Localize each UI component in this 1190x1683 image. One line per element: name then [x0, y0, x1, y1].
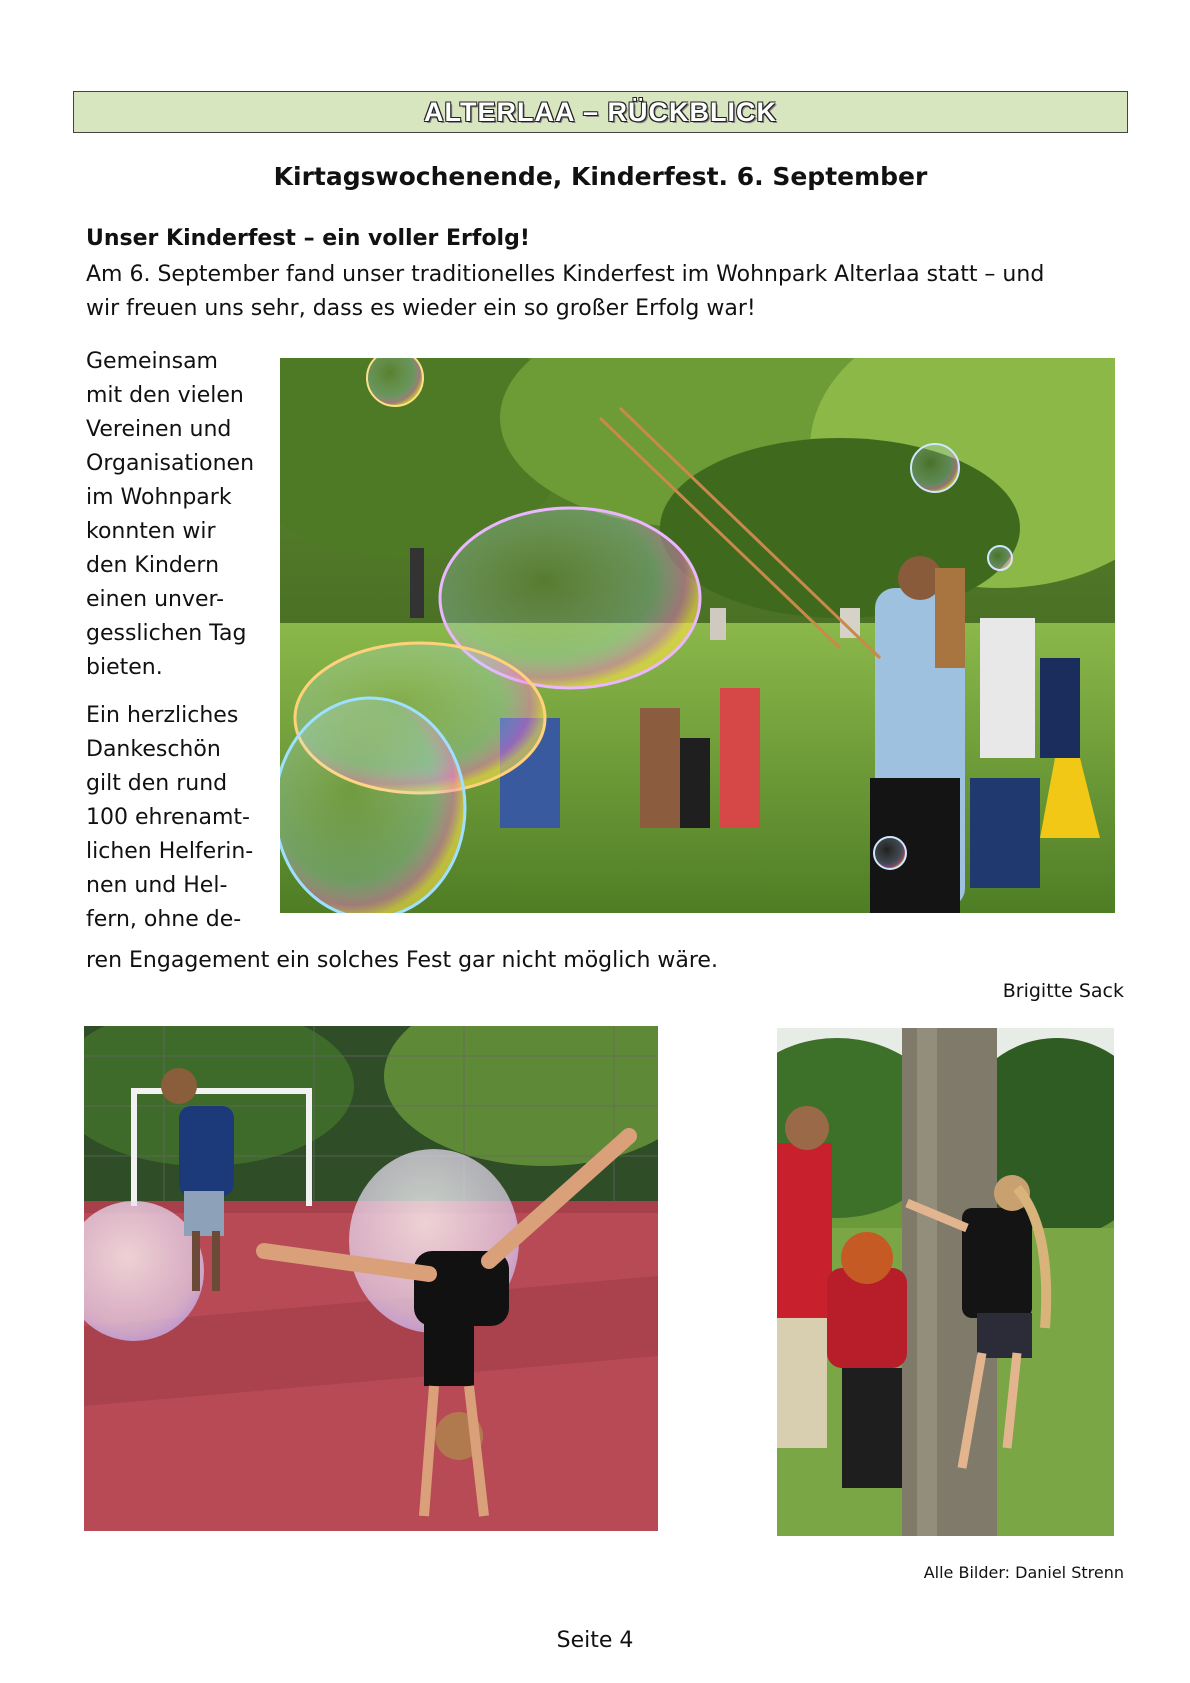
photo-cartwheel	[84, 1026, 658, 1531]
paragraph-1	[86, 345, 276, 685]
p2-line: lichen Helferin-	[86, 839, 254, 864]
p1-line: gesslichen Tag	[86, 621, 247, 646]
p2-line: Ein herzliches	[86, 703, 239, 728]
side-column	[86, 345, 276, 951]
p2-line: 100 ehrenamt-	[86, 805, 250, 830]
p2-line: gilt den rund	[86, 771, 228, 796]
lead-heading: Unser Kinderfest – ein voller Erfolg!	[86, 226, 530, 251]
p1-line: den Kindern	[86, 553, 220, 578]
page-number: Seite 4	[556, 1628, 634, 1653]
p1-line: Gemeinsam	[86, 349, 218, 374]
section-banner	[73, 91, 1128, 133]
p1-line: mit den vielen	[86, 383, 244, 408]
p1-line: einen unver-	[86, 587, 225, 612]
p2-line: nen und Hel-	[86, 873, 228, 898]
p2-line: Dankeschön	[86, 737, 221, 762]
lead-paragraph	[86, 258, 1126, 326]
p1-line: Organisationen	[86, 451, 255, 476]
p2-line: fern, ohne de-	[86, 907, 242, 932]
photo-soap-bubbles	[280, 358, 1115, 913]
photo-tree-climbing	[777, 1028, 1114, 1536]
p1-line: im Wohnpark	[86, 485, 232, 510]
photo-credit: Alle Bilder: Daniel Strenn	[923, 1563, 1124, 1582]
author-name: Brigitte Sack	[1002, 980, 1124, 1002]
p1-line: konnten wir	[86, 519, 216, 544]
paragraph-2	[86, 699, 276, 937]
lead-line-1: Am 6. September fand unser traditionelles Kinderfest im Wohnpark Alterlaa statt – und	[86, 262, 1045, 287]
banner-title: ALTERLAA – RÜCKBLICK	[424, 96, 777, 127]
paragraph-2-tail: ren Engagement ein solches Fest gar nicht möglich wäre.	[86, 948, 718, 973]
article-title: Kirtagswochenende, Kinderfest. 6. September	[273, 162, 928, 191]
lead-line-2: wir freuen uns sehr, dass es wieder ein so großer Erfolg war!	[86, 296, 756, 321]
p1-line: bieten.	[86, 655, 163, 680]
p1-line: Vereinen und	[86, 417, 232, 442]
